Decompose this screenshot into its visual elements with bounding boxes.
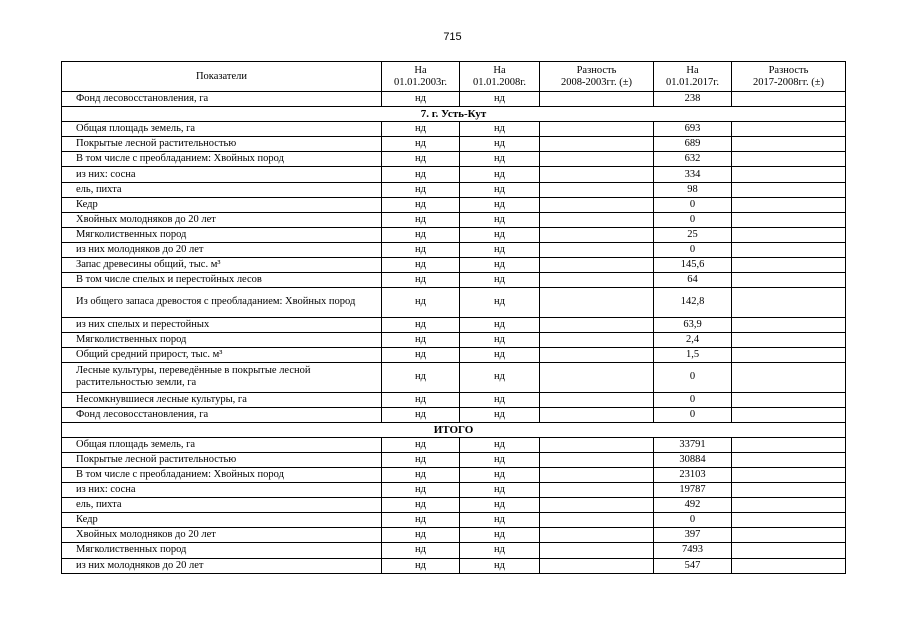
- diff-2008-2003: [540, 227, 654, 242]
- value-2017: 0: [654, 513, 732, 528]
- forest-fund-table: [61, 61, 846, 574]
- value-2003: нд: [382, 347, 460, 362]
- table-row: [62, 137, 846, 152]
- table-row: [62, 197, 846, 212]
- diff-2008-2003: [540, 152, 654, 167]
- diff-2017-2008: [732, 513, 846, 528]
- table-row: [62, 543, 846, 558]
- header-indicator: Показатели: [62, 62, 382, 92]
- value-2003: нд: [382, 167, 460, 182]
- value-2003: нд: [382, 363, 460, 393]
- row-label: В том числе с преобладанием: Хвойных пород: [62, 152, 382, 167]
- table-row: [62, 558, 846, 573]
- value-2008: нд: [460, 332, 540, 347]
- value-2008: нд: [460, 92, 540, 107]
- value-2003: нд: [382, 212, 460, 227]
- table-row: [62, 467, 846, 482]
- table-row: [62, 258, 846, 273]
- table-row: [62, 152, 846, 167]
- value-2003: нд: [382, 317, 460, 332]
- row-label: Мягколиственных пород: [62, 332, 382, 347]
- table-row: [62, 212, 846, 227]
- value-2008: нд: [460, 347, 540, 362]
- row-label: ель, пихта: [62, 182, 382, 197]
- diff-2008-2003: [540, 212, 654, 227]
- value-2008: нд: [460, 407, 540, 422]
- diff-2017-2008: [732, 242, 846, 257]
- table-row: [62, 288, 846, 318]
- table-row: [62, 363, 846, 393]
- diff-2008-2003: [540, 513, 654, 528]
- value-2008: нд: [460, 483, 540, 498]
- diff-2017-2008: [732, 332, 846, 347]
- value-2003: нд: [382, 392, 460, 407]
- value-2017: 0: [654, 212, 732, 227]
- table-row: [62, 92, 846, 107]
- value-2008: нд: [460, 467, 540, 482]
- value-2017: 334: [654, 167, 732, 182]
- diff-2008-2003: [540, 273, 654, 288]
- row-label: Кедр: [62, 197, 382, 212]
- value-2003: нд: [382, 197, 460, 212]
- value-2017: 689: [654, 137, 732, 152]
- value-2008: нд: [460, 152, 540, 167]
- diff-2017-2008: [732, 363, 846, 393]
- value-2008: нд: [460, 452, 540, 467]
- table-row: [62, 167, 846, 182]
- section-heading: ИТОГО: [62, 422, 846, 437]
- row-label: Несомкнувшиеся лесные культуры, га: [62, 392, 382, 407]
- diff-2017-2008: [732, 483, 846, 498]
- value-2008: нд: [460, 227, 540, 242]
- value-2003: нд: [382, 528, 460, 543]
- table-row: [62, 498, 846, 513]
- diff-2017-2008: [732, 528, 846, 543]
- table-header-row: [62, 62, 846, 92]
- diff-2017-2008: [732, 317, 846, 332]
- value-2008: нд: [460, 437, 540, 452]
- value-2017: 98: [654, 182, 732, 197]
- diff-2008-2003: [540, 92, 654, 107]
- table-row: [62, 483, 846, 498]
- value-2003: нд: [382, 92, 460, 107]
- diff-2017-2008: [732, 122, 846, 137]
- diff-2017-2008: [732, 392, 846, 407]
- diff-2008-2003: [540, 258, 654, 273]
- header-diff-2017-2008: Разность 2017-2008гг. (±): [732, 62, 846, 92]
- row-label: Лесные культуры, переведённые в покрытые лесной растительностью земли, га: [62, 363, 382, 393]
- diff-2017-2008: [732, 182, 846, 197]
- value-2003: нд: [382, 242, 460, 257]
- row-label: Хвойных молодняков до 20 лет: [62, 528, 382, 543]
- diff-2008-2003: [540, 467, 654, 482]
- row-label: ель, пихта: [62, 498, 382, 513]
- table-row: [62, 528, 846, 543]
- value-2017: 145,6: [654, 258, 732, 273]
- value-2008: нд: [460, 317, 540, 332]
- value-2017: 64: [654, 273, 732, 288]
- diff-2017-2008: [732, 452, 846, 467]
- diff-2008-2003: [540, 317, 654, 332]
- value-2017: 19787: [654, 483, 732, 498]
- value-2008: нд: [460, 167, 540, 182]
- value-2003: нд: [382, 273, 460, 288]
- table-row: [62, 452, 846, 467]
- diff-2008-2003: [540, 197, 654, 212]
- table-row: [62, 407, 846, 422]
- row-label: Мягколиственных пород: [62, 227, 382, 242]
- value-2003: нд: [382, 332, 460, 347]
- diff-2017-2008: [732, 137, 846, 152]
- value-2008: нд: [460, 363, 540, 393]
- value-2003: нд: [382, 152, 460, 167]
- value-2003: нд: [382, 513, 460, 528]
- value-2008: нд: [460, 212, 540, 227]
- value-2008: нд: [460, 528, 540, 543]
- table-row: [62, 242, 846, 257]
- diff-2008-2003: [540, 242, 654, 257]
- table-row: [62, 437, 846, 452]
- value-2017: 33791: [654, 437, 732, 452]
- diff-2008-2003: [540, 543, 654, 558]
- diff-2008-2003: [540, 407, 654, 422]
- value-2017: 693: [654, 122, 732, 137]
- value-2017: 25: [654, 227, 732, 242]
- table-row: [62, 513, 846, 528]
- value-2008: нд: [460, 182, 540, 197]
- value-2003: нд: [382, 498, 460, 513]
- section-heading-row: [62, 107, 846, 122]
- row-label: Запас древесины общий, тыс. м³: [62, 258, 382, 273]
- value-2017: 0: [654, 197, 732, 212]
- row-label: Общая площадь земель, га: [62, 122, 382, 137]
- value-2008: нд: [460, 242, 540, 257]
- value-2008: нд: [460, 137, 540, 152]
- value-2008: нд: [460, 513, 540, 528]
- diff-2017-2008: [732, 543, 846, 558]
- value-2008: нд: [460, 258, 540, 273]
- value-2008: нд: [460, 197, 540, 212]
- value-2003: нд: [382, 137, 460, 152]
- value-2003: нд: [382, 558, 460, 573]
- row-label: из них: сосна: [62, 167, 382, 182]
- value-2003: нд: [382, 467, 460, 482]
- row-label: из них: сосна: [62, 483, 382, 498]
- value-2003: нд: [382, 452, 460, 467]
- value-2003: нд: [382, 122, 460, 137]
- row-label: Кедр: [62, 513, 382, 528]
- value-2017: 1,5: [654, 347, 732, 362]
- header-2008: На 01.01.2008г.: [460, 62, 540, 92]
- diff-2008-2003: [540, 182, 654, 197]
- diff-2017-2008: [732, 558, 846, 573]
- row-label: из них молодняков до 20 лет: [62, 242, 382, 257]
- value-2017: 397: [654, 528, 732, 543]
- value-2017: 0: [654, 407, 732, 422]
- row-label: Мягколиственных пород: [62, 543, 382, 558]
- row-label: Общая площадь земель, га: [62, 437, 382, 452]
- diff-2008-2003: [540, 483, 654, 498]
- value-2003: нд: [382, 258, 460, 273]
- row-label: В том числе с преобладанием: Хвойных пород: [62, 467, 382, 482]
- value-2017: 0: [654, 242, 732, 257]
- value-2003: нд: [382, 483, 460, 498]
- row-label: Покрытые лесной растительностью: [62, 452, 382, 467]
- diff-2017-2008: [732, 197, 846, 212]
- diff-2008-2003: [540, 558, 654, 573]
- value-2008: нд: [460, 122, 540, 137]
- row-label: Из общего запаса древостоя с преобладанием: Хвойных пород: [62, 288, 382, 318]
- table-row: [62, 273, 846, 288]
- header-diff-2008-2003: Разность 2008-2003гг. (±): [540, 62, 654, 92]
- value-2003: нд: [382, 407, 460, 422]
- table-row: [62, 227, 846, 242]
- diff-2008-2003: [540, 452, 654, 467]
- diff-2017-2008: [732, 227, 846, 242]
- value-2017: 30884: [654, 452, 732, 467]
- table-row: [62, 347, 846, 362]
- table-row: [62, 332, 846, 347]
- value-2008: нд: [460, 543, 540, 558]
- value-2017: 63,9: [654, 317, 732, 332]
- value-2017: 142,8: [654, 288, 732, 318]
- value-2017: 492: [654, 498, 732, 513]
- table-row: [62, 317, 846, 332]
- diff-2017-2008: [732, 467, 846, 482]
- diff-2017-2008: [732, 167, 846, 182]
- diff-2008-2003: [540, 288, 654, 318]
- diff-2008-2003: [540, 437, 654, 452]
- table-body: [62, 92, 846, 574]
- header-2003: На 01.01.2003г.: [382, 62, 460, 92]
- value-2008: нд: [460, 288, 540, 318]
- row-label: В том числе спелых и перестойных лесов: [62, 273, 382, 288]
- value-2017: 2,4: [654, 332, 732, 347]
- row-label: Хвойных молодняков до 20 лет: [62, 212, 382, 227]
- diff-2017-2008: [732, 273, 846, 288]
- value-2008: нд: [460, 498, 540, 513]
- value-2008: нд: [460, 392, 540, 407]
- row-label: Общий средний прирост, тыс. м³: [62, 347, 382, 362]
- row-label: из них спелых и перестойных: [62, 317, 382, 332]
- table-row: [62, 392, 846, 407]
- diff-2017-2008: [732, 437, 846, 452]
- section-heading: 7. г. Усть-Кут: [62, 107, 846, 122]
- value-2008: нд: [460, 558, 540, 573]
- diff-2017-2008: [732, 92, 846, 107]
- diff-2008-2003: [540, 363, 654, 393]
- diff-2008-2003: [540, 528, 654, 543]
- diff-2008-2003: [540, 392, 654, 407]
- diff-2017-2008: [732, 288, 846, 318]
- diff-2008-2003: [540, 137, 654, 152]
- value-2017: 23103: [654, 467, 732, 482]
- value-2017: 7493: [654, 543, 732, 558]
- page-number: 715: [443, 31, 462, 43]
- section-heading-row: [62, 422, 846, 437]
- value-2008: нд: [460, 273, 540, 288]
- diff-2008-2003: [540, 167, 654, 182]
- diff-2017-2008: [732, 212, 846, 227]
- diff-2008-2003: [540, 498, 654, 513]
- row-label: Фонд лесовосстановления, га: [62, 92, 382, 107]
- diff-2008-2003: [540, 332, 654, 347]
- row-label: Фонд лесовосстановления, га: [62, 407, 382, 422]
- diff-2017-2008: [732, 407, 846, 422]
- value-2003: нд: [382, 543, 460, 558]
- value-2017: 632: [654, 152, 732, 167]
- row-label: Покрытые лесной растительностью: [62, 137, 382, 152]
- header-2017: На 01.01.2017г.: [654, 62, 732, 92]
- value-2003: нд: [382, 182, 460, 197]
- value-2017: 547: [654, 558, 732, 573]
- row-label: из них молодняков до 20 лет: [62, 558, 382, 573]
- table-row: [62, 182, 846, 197]
- diff-2017-2008: [732, 152, 846, 167]
- diff-2017-2008: [732, 347, 846, 362]
- diff-2017-2008: [732, 498, 846, 513]
- diff-2008-2003: [540, 347, 654, 362]
- value-2017: 238: [654, 92, 732, 107]
- value-2017: 0: [654, 392, 732, 407]
- value-2017: 0: [654, 363, 732, 393]
- table-row: [62, 122, 846, 137]
- diff-2008-2003: [540, 122, 654, 137]
- value-2003: нд: [382, 288, 460, 318]
- value-2003: нд: [382, 227, 460, 242]
- diff-2017-2008: [732, 258, 846, 273]
- value-2003: нд: [382, 437, 460, 452]
